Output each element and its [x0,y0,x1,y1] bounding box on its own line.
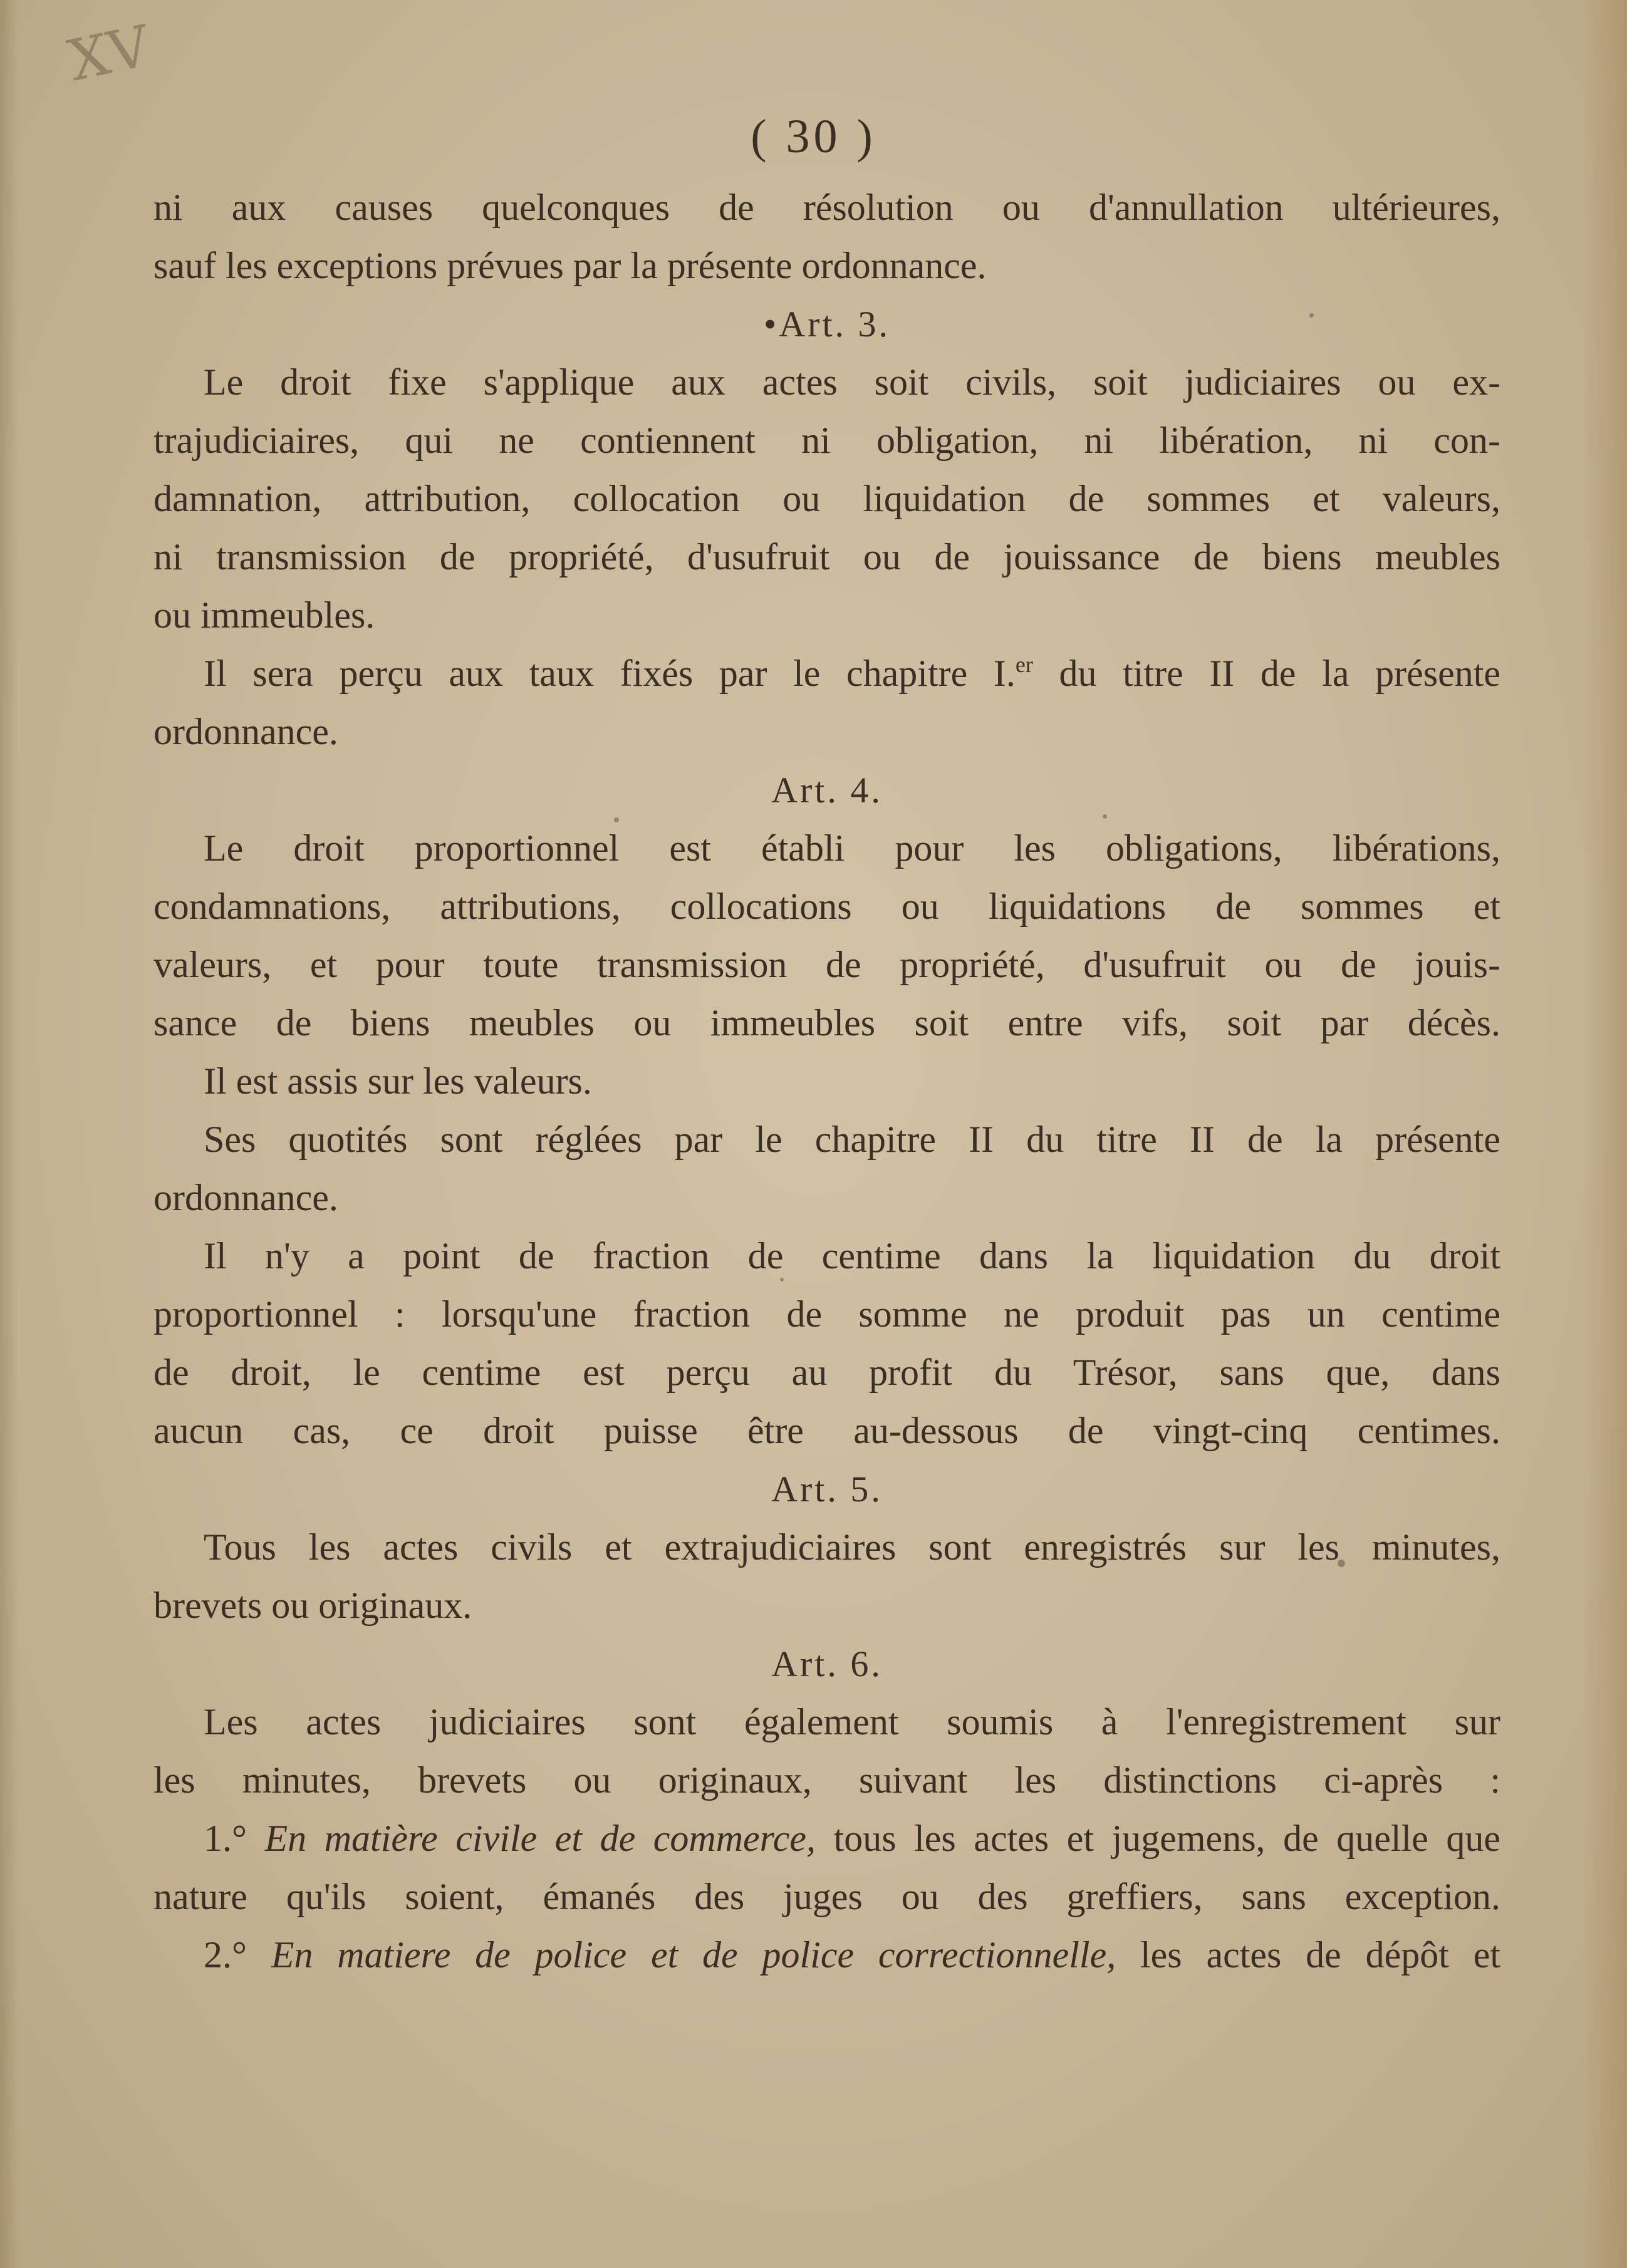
text-line: ordonnance. [153,1177,338,1218]
corner-mark: XV [63,13,156,95]
text-segment: Il sera perçu aux taux fixés par le chapitre I. [204,653,1016,694]
paper-fleck [614,817,619,822]
text-line: trajudiciaires, qui ne contiennent ni obligation, ni libération, ni con- [153,420,1500,461]
paper-fleck [780,1278,784,1282]
article-heading: Art. 5. [771,1469,883,1509]
text-line: de droit, le centime est perçu au profit du Trésor, sans que, dans [153,1352,1500,1393]
text-segment: tous les actes et jugemens, de quelle que [816,1818,1500,1859]
item-number: 1.° [204,1818,247,1859]
page-edge-right [1583,0,1627,2268]
text-line: aucun cas, ce droit puisse être au-dessous de vingt-cinq centimes. [153,1410,1500,1451]
text-line [153,645,1500,703]
text-line: ni transmission de propriété, d'usufruit ou de jouissance de biens meubles [153,536,1500,577]
text-line [153,1810,1500,1868]
text-line: condamnations, attributions, collocations ou liquidations de sommes et [153,886,1500,927]
text-line: ni aux causes quelconques de résolution ou d'annullation ultérieures, [153,187,1500,228]
text-line: Il est assis sur les valeurs. [204,1060,592,1102]
text-line: sauf les exceptions prévues par la présente ordonnance. [153,245,987,286]
text-line: Le droit fixe s'applique aux actes soit civils, soit judiciaires ou ex- [204,361,1500,403]
article-heading: •Art. 3. [763,304,891,344]
text-line: Les actes judiciaires sont également soumis à l'enregistrement sur [204,1701,1500,1742]
article-heading: Art. 6. [771,1644,883,1684]
text-line: ordonnance. [153,711,338,752]
page-edge-left [0,0,19,2268]
text-line: ou immeubles. [153,594,375,636]
text-line: brevets ou originaux. [153,1585,472,1626]
paper-fleck [1338,1560,1345,1567]
text-segment: du titre II de la présente [1032,653,1501,694]
body-text [153,179,1500,1984]
italic-segment: En matière civile et de commerce, [264,1818,816,1859]
text-line: Il n'y a point de fraction de centime dans la liquidation du droit [204,1235,1500,1276]
text-line: Le droit proportionnel est établi pour les obligations, libérations, [204,827,1500,869]
text-line: sance de biens meubles ou immeubles soit entre vifs, soit par décès. [153,1002,1500,1043]
page-number: ( 30 ) [751,110,876,163]
text-line: les minutes, brevets ou originaux, suivant les distinctions ci-après : [153,1759,1500,1801]
item-number: 2.° [204,1934,247,1975]
text-line: Tous les actes civils et extrajudiciaires sont enregistrés sur les minutes, [204,1526,1500,1568]
paper-fleck [1103,814,1107,819]
paper-fleck [1309,313,1314,318]
text-segment: les actes de dépôt et [1116,1934,1501,1975]
superscript: er [1015,652,1033,677]
italic-segment: En matiere de police et de police correctionnelle, [271,1934,1116,1975]
text-line: damnation, attribution, collocation ou liquidation de sommes et valeurs, [153,478,1500,519]
text-line: valeurs, et pour toute transmission de propriété, d'usufruit ou de jouis- [153,944,1500,985]
text-line: Ses quotités sont réglées par le chapitre II du titre II de la présente [204,1119,1500,1160]
text-line: nature qu'ils soient, émanés des juges ou des greffiers, sans exception. [153,1876,1500,1917]
text-line [153,1926,1500,1984]
text-line: proportionnel : lorsqu'une fraction de somme ne produit pas un centime [153,1293,1500,1335]
article-heading: Art. 4. [771,770,883,810]
